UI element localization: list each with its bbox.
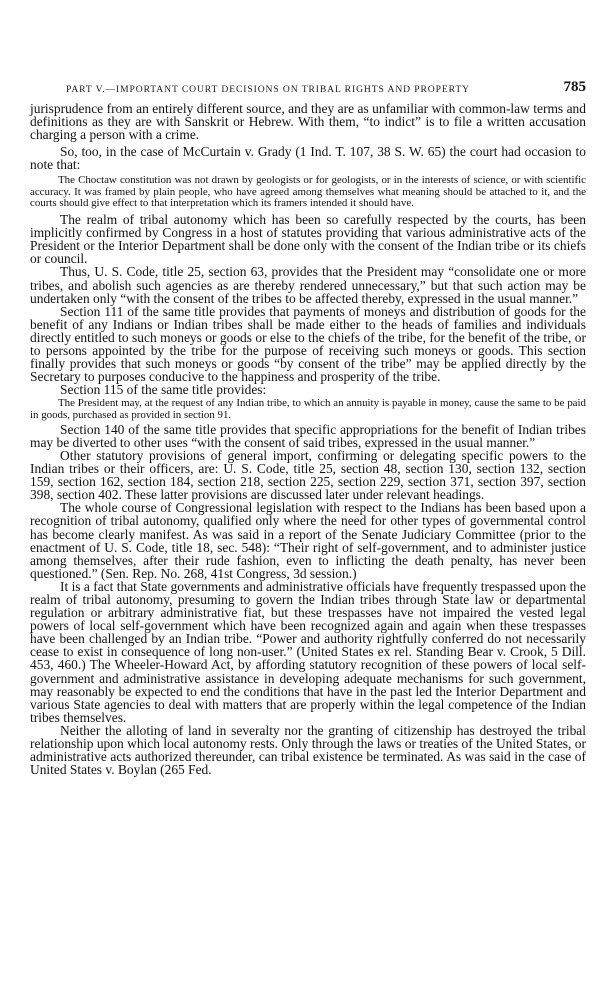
document-page [30, 78, 586, 776]
paragraph-section-111: Section 111 of the same title provides that payments of moneys and distribution of goods for the benefit of any Indians or Indian tribes shall be made either to the heads of families and individuals directly entitled to such moneys or goods or else to the chiefs of the tribe, for the benefit of the tribe, or to persons appointed by the tribe for the purpose of receiving such moneys or goods. This section finally provides that such moneys or goods “by consent of the tribe” may be applied directly by the Secretary to purposes conducive to the happiness and prosperity of the tribe. [30, 303, 586, 385]
paragraph-statutory-provisions: Other statutory provisions of general import, confirming or delegating specific powers to the Indian tribes or their officers, are: U. S. Code, title 25, section 48, section 130, section 132, section 159, section 162, section 184, section 218, section 225, section 229, section 371, section 397, section 398, section 402. These latter provisions are discussed later under relevant headings. [30, 447, 586, 503]
paragraph-section-115: Section 115 of the same title provides: [60, 382, 267, 398]
block-quote-section-115: The President may, at the request of any Indian tribe, to which an annuity is payable in money, cause the same to be paid in goods, purchased as provided in section 91. [30, 397, 586, 421]
paragraph-allotment: Neither the alloting of land in severalty nor the granting of citizenship has destroyed the tribal relationship upon which local autonomy rests. Only through the laws or treaties of the United States, or administrative acts authorized thereunder, can tribal existence be terminated. As was said in the case of United States v. Boylan (265 Fed. [30, 722, 586, 778]
page-number: 785 [563, 79, 586, 95]
paragraph-section-63: Thus, U. S. Code, title 25, section 63, provides that the President may “consolidate one or more tribes, and abolish such agencies as are thereby rendered unnecessary,” but that such action may be undertaken only “with the consent of the tribes to be affected thereby, expressed in the usual manner.” [30, 264, 586, 306]
paragraph-state-trespass: It is a fact that State governments and administrative officials have frequently trespassed upon the realm of tribal autonomy, presuming to govern the Indian tribes through State law or departmental regulation or arbitrary administrative fiat, but these trespasses have not impaired the vested legal powers of local self-government which have been recognized again and again when these trespasses have been challenged by an Indian tribe. “Power and authority rightfully conferred do not necessarily cease to exist in consequence of long non-user.” (United States ex rel. Standing Bear v. Crook, 5 Dill. 453, 460.) The Wheeler-Howard Act, by affording statutory recognition of these powers of local self-government and administrative assistance in developing adequate mechanisms for such government, may reasonably be expected to end the conditions that have in the past led the Interior Department and various State agencies to deal with matters that are properly within the legal competence of the Indian tribes themselves. [30, 578, 586, 725]
block-quote-choctaw: The Choctaw constitution was not drawn by geologists or for geologists, or in the interests of science, or with scientific accuracy. It was framed by plain people, who have agreed among themselves what meaning should be attached to it, and the courts should give effect to that interpretation which its framers intended it should have. [30, 174, 586, 209]
paragraph-tribal-autonomy: The realm of tribal autonomy which has been so carefully respected by the courts, has been implicitly confirmed by Congress in a host of statutes providing that various administrative acts of the President or the Interior Department shall be done only with the consent of the Indian tribe or its chiefs or council. [30, 212, 586, 267]
running-title: PART V.—IMPORTANT COURT DECISIONS ON TRIBAL RIGHTS AND PROPERTY [66, 84, 470, 95]
paragraph-continuation: jurisprudence from an entirely different source, and they are as unfamiliar with common-law terms and definitions as they are with Sanskrit or Hebrew. With them, “to indict” is to file a written accusation charging a person with a crime. [30, 101, 586, 143]
paragraph-congressional-legislation: The whole course of Congressional legislation with respect to the Indians has been based upon a recognition of tribal autonomy, qualified only where the need for other types of governmental control has become clearly manifest. As was said in a report of the Senate Judiciary Committee (prior to the enactment of U. S. Code, title 18, sec. 548): “Their right of self-government, and to administer justice among themselves, after their rude fashion, even to inflicting the death penalty, has never been questioned.” (Sen. Rep. No. 268, 41st Congress, 3d session.) [30, 500, 586, 581]
paragraph-mccurtain: So, too, in the case of McCurtain v. Grady (1 Ind. T. 107, 38 S. W. 65) the court had occasion to note that: [30, 144, 586, 173]
page-header [30, 78, 586, 100]
paragraph-section-140: Section 140 of the same title provides that specific appropriations for the benefit of Indian tribes may be diverted to other uses “with the consent of said tribes, expressed in the usual manner.” [30, 421, 586, 450]
